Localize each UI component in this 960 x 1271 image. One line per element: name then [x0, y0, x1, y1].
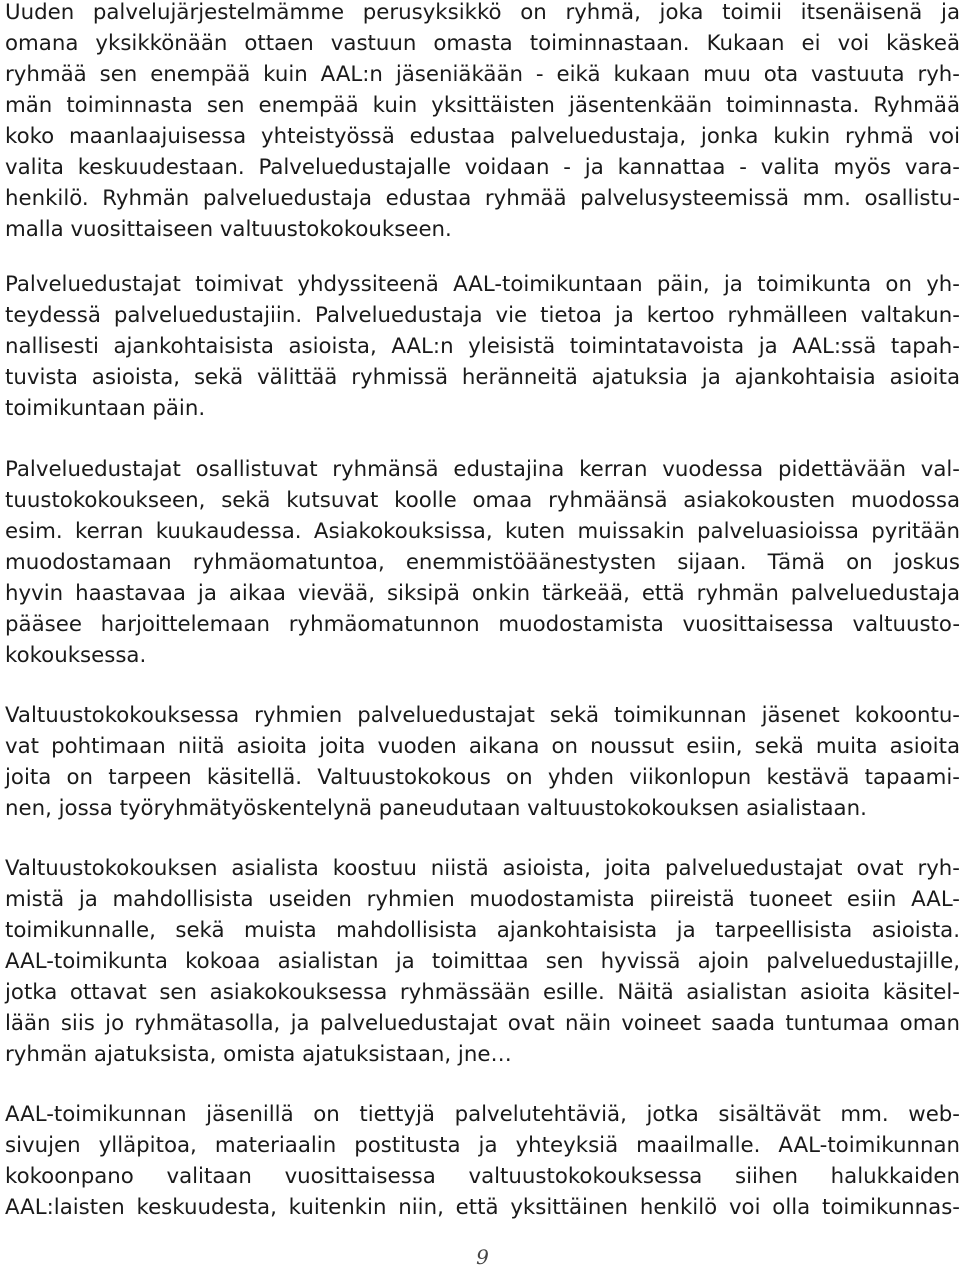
- document-page: [5, 0, 960, 1271]
- text-line: nen, jossa työryhmätyöskentelynä paneudutaan valtuustokokouksen asialistaan.: [5, 796, 867, 821]
- paragraph-5: [5, 853, 960, 1070]
- text-line: ryhmää sen enempää kuin AAL:n jäseniäkään - eikä kukaan muu ota vastuuta ryh-: [5, 62, 960, 87]
- paragraph-4: [5, 700, 960, 824]
- text-line: joita on tarpeen käsitellä. Valtuustokokous on yhden viikonlopun kestävä tapaami-: [5, 765, 960, 790]
- paragraph-6: [5, 1099, 960, 1223]
- page-number: 9: [476, 1245, 489, 1269]
- text-line: teydessä palveluedustajiin. Palveluedustaja vie tietoa ja kertoo ryhmälleen valtakun-: [5, 303, 960, 328]
- text-line: mistä ja mahdollisista useiden ryhmien muodostamista piireistä tuoneet esiin AAL-: [5, 887, 960, 912]
- text-line: Valtuustokokouksessa ryhmien palveluedustajat sekä toimikunnan jäsenet kokoontu-: [5, 703, 960, 728]
- text-line: sivujen ylläpitoa, materiaalin postitusta ja yhteyksiä maailmalle. AAL-toimikunnan: [5, 1133, 960, 1158]
- text-line: hyvin haastavaa ja aikaa vievää, siksipä onkin tärkeää, että ryhmän palveluedustaja: [5, 581, 960, 606]
- text-line: ryhmän ajatuksista, omista ajatuksistaan, jne…: [5, 1042, 512, 1067]
- text-line: henkilö. Ryhmän palveluedustaja edustaa ryhmää palvelusysteemissä mm. osallistu-: [5, 186, 960, 211]
- text-line: tuustokokoukseen, sekä kutsuvat koolle omaa ryhmäänsä asiakokousten muodossa: [5, 488, 960, 513]
- paragraph-3: [5, 454, 960, 671]
- text-line: malla vuosittaiseen valtuustokokoukseen.: [5, 217, 452, 242]
- paragraph-1: [5, 0, 960, 245]
- text-line: pääsee harjoittelemaan ryhmäomatunnon muodostamista vuosittaisessa valtuusto-: [5, 612, 960, 637]
- text-line: män toiminnasta sen enempää kuin yksittäisten jäsentenkään toiminnasta. Ryhmää: [5, 93, 960, 118]
- text-line: AAL-toimikunta kokoaa asialistan ja toimittaa sen hyvissä ajoin palveluedustajille,: [5, 949, 960, 974]
- text-line: toimikuntaan päin.: [5, 396, 206, 421]
- text-line: koko maanlaajuisessa yhteistyössä edustaa palveluedustaja, jonka kukin ryhmä voi: [5, 124, 960, 149]
- text-line: kokouksessa.: [5, 643, 147, 668]
- text-line: omana yksikkönään ottaen vastuun omasta toiminnastaan. Kukaan ei voi käskeä: [5, 31, 960, 56]
- text-line: Valtuustokokouksen asialista koostuu niistä asioista, joita palveluedustajat ovat ryh-: [5, 856, 960, 881]
- text-line: Uuden palvelujärjestelmämme perusyksikkö on ryhmä, joka toimii itsenäisenä ja: [5, 0, 960, 25]
- text-line: AAL:laisten keskuudesta, kuitenkin niin, että yksittäinen henkilö voi olla toimikunnas-: [5, 1195, 960, 1220]
- text-line: Palveluedustajat toimivat yhdyssiteenä AAL-toimikuntaan päin, ja toimikunta on yh-: [5, 272, 960, 297]
- text-line: esim. kerran kuukaudessa. Asiakokouksissa, kuten muissakin palveluasioissa pyritään: [5, 519, 960, 544]
- text-line: valita keskuudestaan. Palveluedustajalle voidaan - ja kannattaa - valita myös vara-: [5, 155, 960, 180]
- text-line: toimikunnalle, sekä muista mahdollisista ajankohtaisista ja tarpeellisista asioista.: [5, 918, 960, 943]
- text-line: nallisesti ajankohtaisista asioista, AAL:n yleisistä toimintatavoista ja AAL:ssä tapah-: [5, 334, 960, 359]
- text-line: tuvista asioista, sekä välittää ryhmissä heränneitä ajatuksia ja ajankohtaisia asioita: [5, 365, 960, 390]
- text-line: vat pohtimaan niitä asioita joita vuoden aikana on noussut esiin, sekä muita asioita: [5, 734, 960, 759]
- text-line: jotka ottavat sen asiakokouksessa ryhmässään esille. Näitä asialistan asioita käsitel-: [5, 980, 960, 1005]
- text-line: Palveluedustajat osallistuvat ryhmänsä edustajina kerran vuodessa pidettävään val-: [5, 457, 960, 482]
- text-line: lään siis jo ryhmätasolla, ja palveluedustajat ovat näin voineet saada tuntumaa oman: [5, 1011, 960, 1036]
- paragraph-2: [5, 269, 960, 424]
- text-line: kokoonpano valitaan vuosittaisessa valtuustokokouksessa siihen halukkaiden: [5, 1164, 960, 1189]
- text-line: muodostamaan ryhmäomatuntoa, enemmistöäänestysten sijaan. Tämä on joskus: [5, 550, 960, 575]
- text-line: AAL-toimikunnan jäsenillä on tiettyjä palvelutehtäviä, jotka sisältävät mm. web-: [5, 1102, 960, 1127]
